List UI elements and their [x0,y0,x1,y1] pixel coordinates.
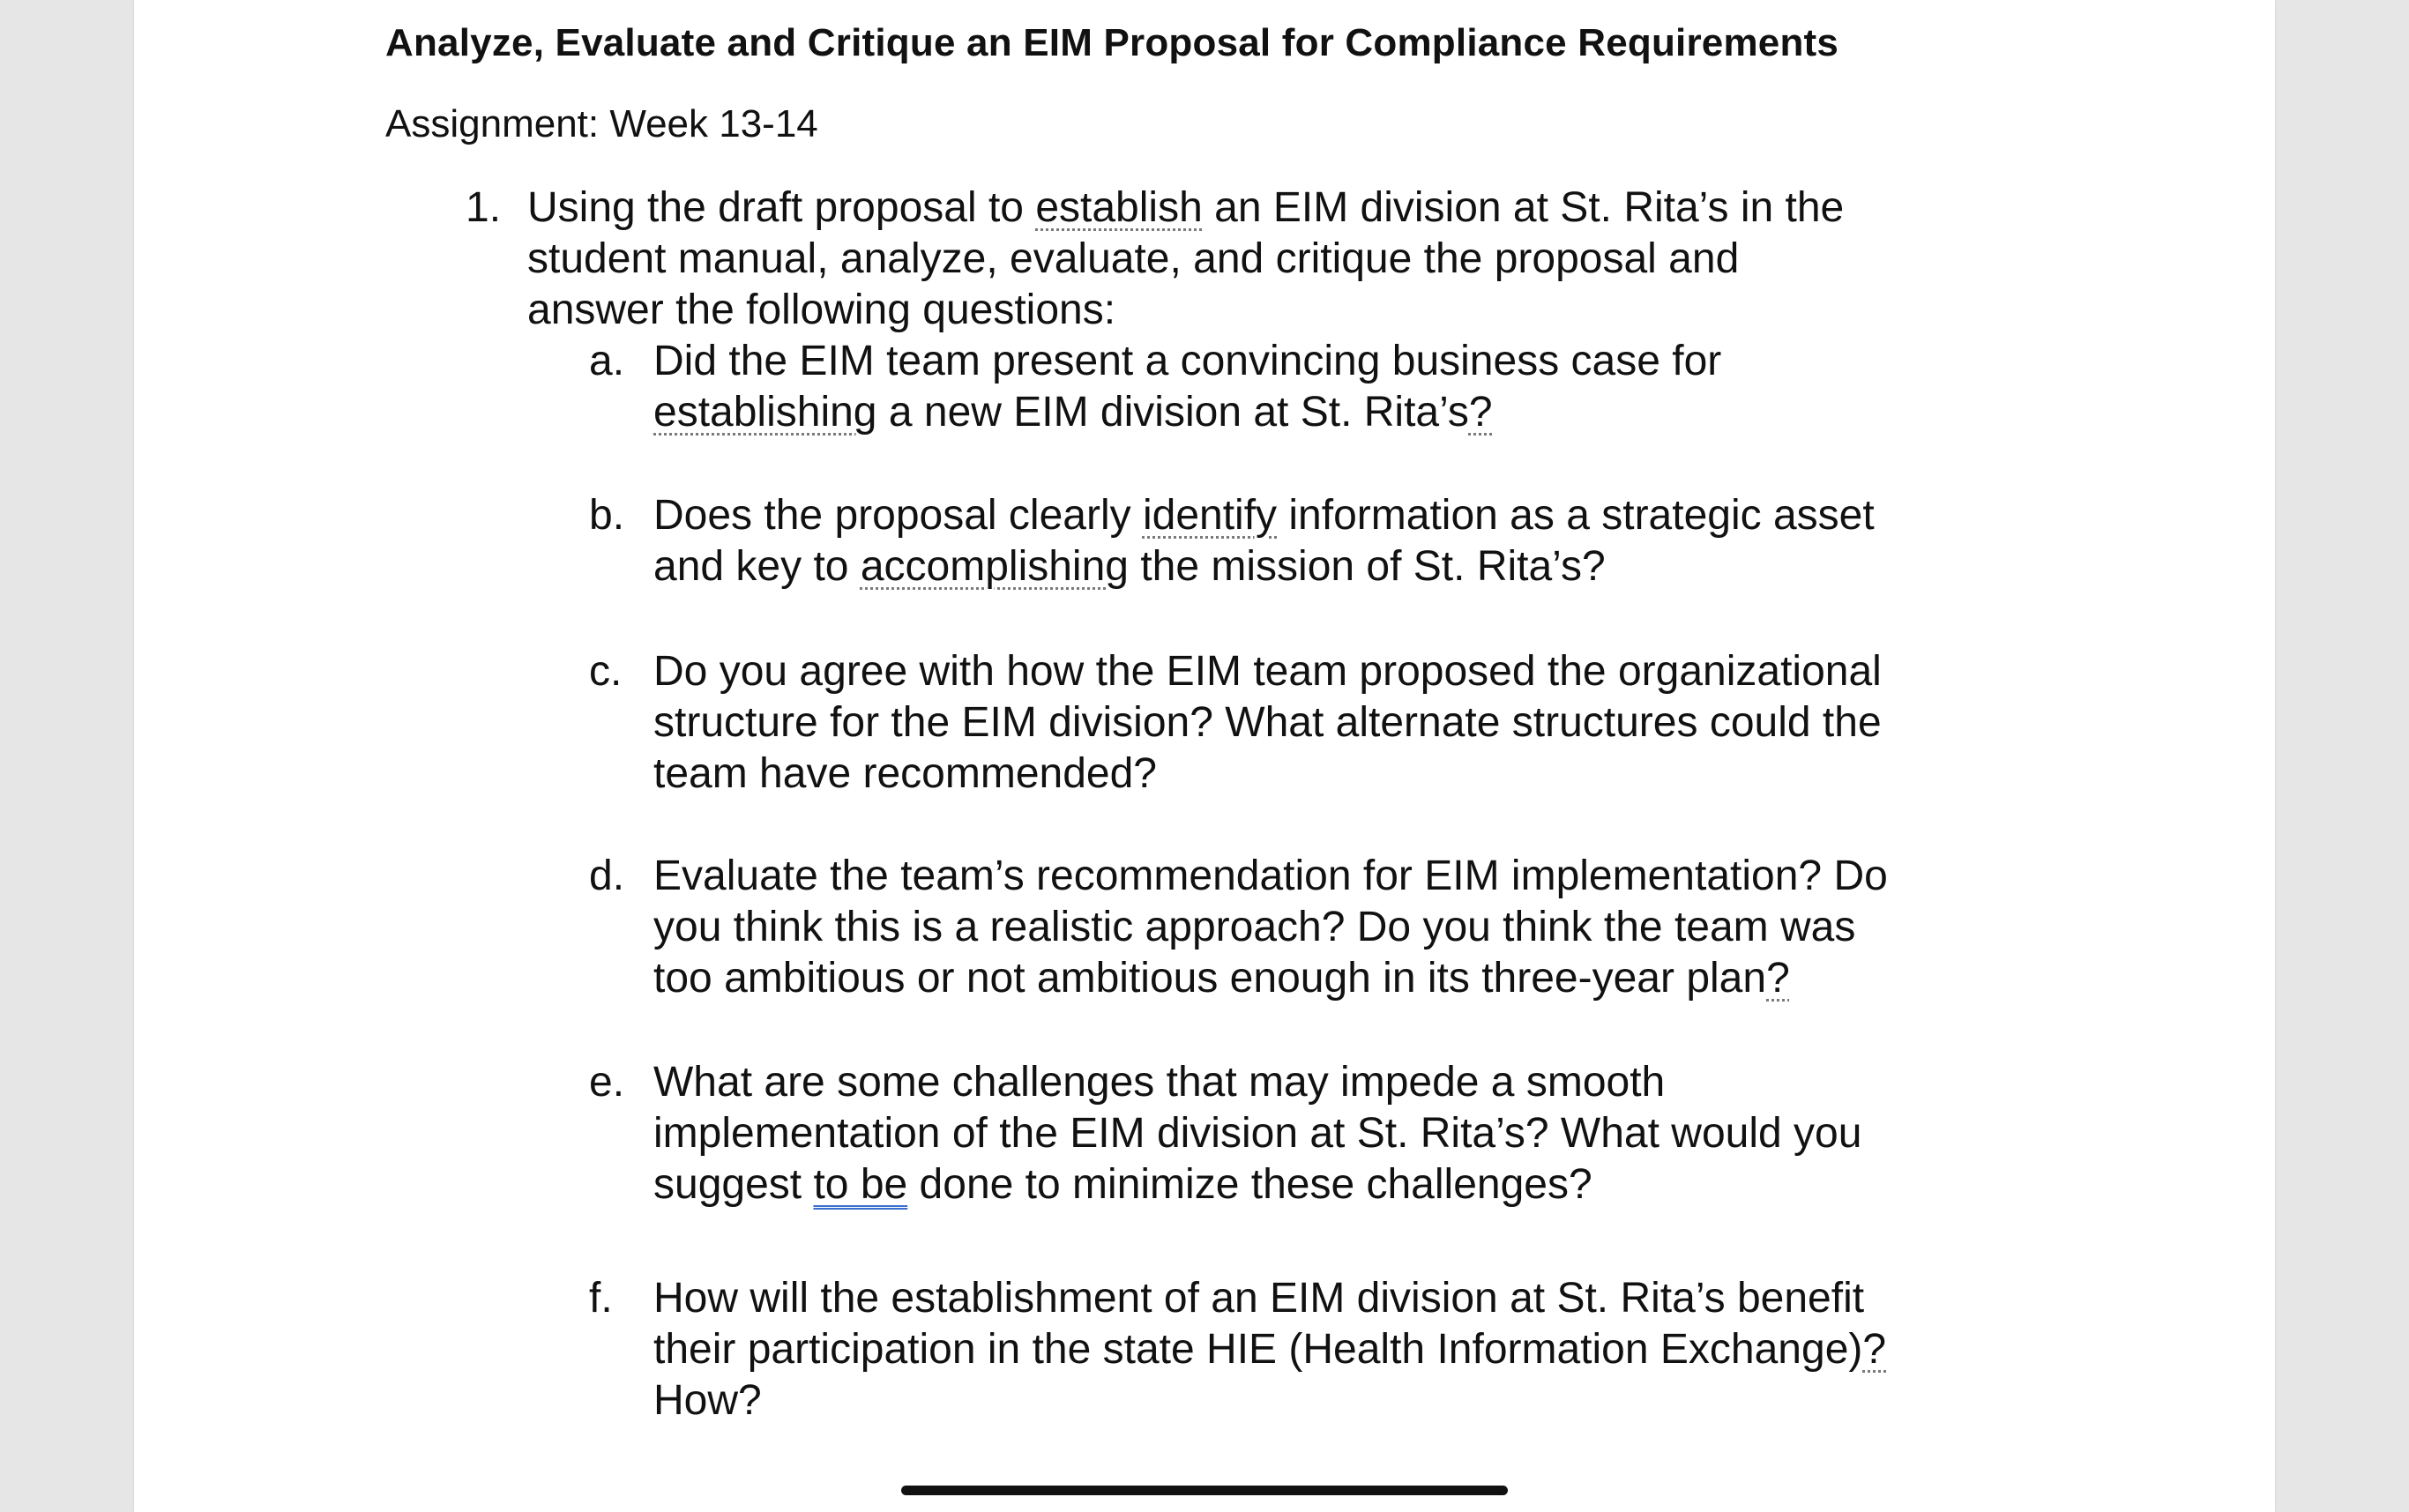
intro-paragraph [527,182,1844,336]
intro-line-2: student manual, analyze, evaluate, and critique the proposal and [527,235,1740,282]
question-f: How will the establishment of an EIM division at St. Rita’s benefit their participation in the state HIE (Health Information Exchange)? How? [653,1275,1887,1424]
question-b-letter: b. [589,492,625,539]
question-d: Evaluate the team’s recommendation for EIM implementation? Do you think this is a realistic approach? Do you think the team was too ambitious or not ambitious enough in its three-year plan? [653,853,1888,1002]
question-e-letter: e. [589,1059,625,1106]
home-indicator[interactable] [901,1486,1508,1495]
question-b: Does the proposal clearly identify information as a strategic asset and key to accomplishing the mission of St. Rita’s? [653,492,1875,590]
grammar-flag[interactable]: to be [813,1161,908,1208]
spelling-flag[interactable]: accomplishing [860,543,1129,590]
question-a: Did the EIM team present a convincing business case for establishing a new EIM division at St. Rita’s? [653,338,1722,436]
question-f-letter: f. [589,1275,613,1322]
question-a-letter: a. [589,338,625,384]
assignment-label: Assignment: Week 13-14 [385,102,818,145]
question-e: What are some challenges that may impede a smooth implementation of the EIM division at St. Rita’s? What would you suggest to be done to minimize these challenges? [653,1059,1862,1208]
grammar-flag[interactable]: ? [1766,955,1790,1002]
intro-line-1: Using the draft proposal to establish an EIM division at St. Rita’s in the [527,184,1845,231]
spelling-flag[interactable]: establish [1035,184,1203,231]
list-number: 1. [466,184,502,231]
document-title: Analyze, Evaluate and Critique an EIM Proposal for Compliance Requirements [385,21,1839,64]
question-c-letter: c. [589,648,623,695]
grammar-flag[interactable]: ? [1468,389,1493,436]
grammar-flag[interactable]: ? [1862,1326,1887,1373]
question-c: Do you agree with how the EIM team proposed the organizational structure for the EIM division? What alternate structures could the team have recommended? [653,648,1882,797]
spelling-flag[interactable]: establishing [653,389,877,436]
spelling-flag[interactable]: identify [1142,492,1278,539]
question-d-letter: d. [589,853,625,899]
intro-line-3: answer the following questions: [527,287,1116,333]
